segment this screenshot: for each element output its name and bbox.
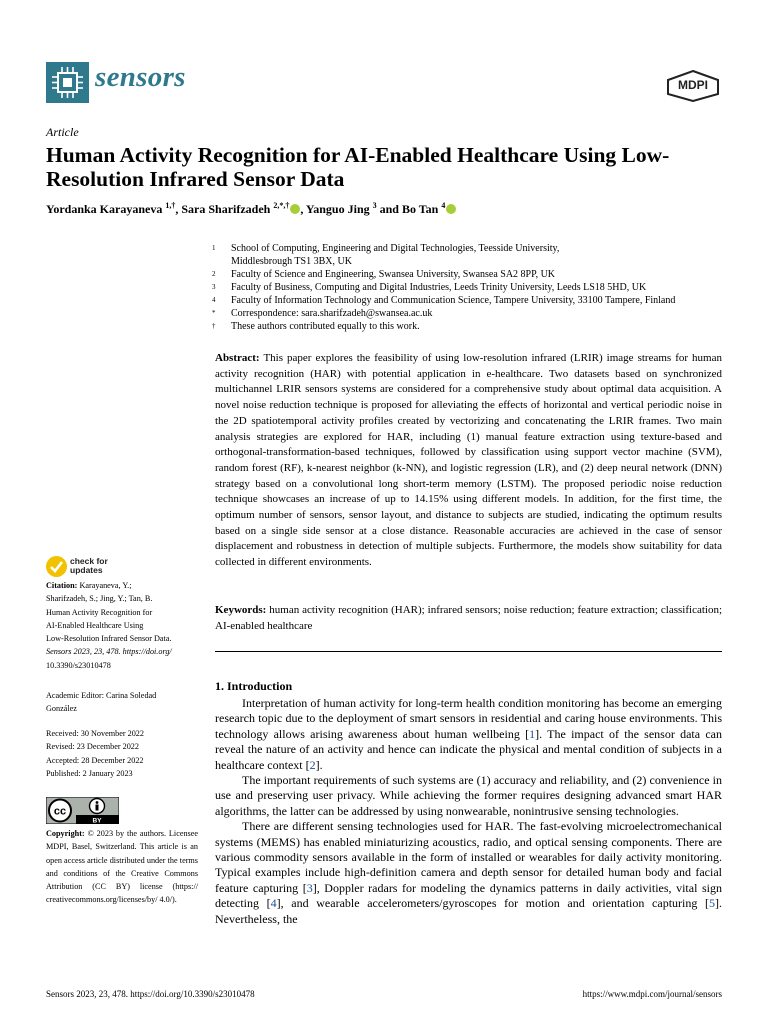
chip-icon <box>46 62 89 103</box>
affiliation-text: School of Computing, Engineering and Digital Technologies, Teesside University, <box>231 243 560 254</box>
author-name[interactable]: Yordanka Karayaneva <box>46 202 166 216</box>
copyright-label: Copyright: <box>46 829 85 838</box>
mdpi-logo <box>665 70 721 102</box>
page-title: Human Activity Recognition for AI-Enabled Healthcare Using Low-Resolution Infrared Sensor Data <box>46 143 670 191</box>
citation-link[interactable]: 4 <box>270 896 277 911</box>
svg-text:cc: cc <box>53 805 67 818</box>
citation-label: Citation: <box>46 581 78 590</box>
citation-line: Sensors 2023, 23, 478. https://doi.org/ <box>46 647 172 657</box>
check-updates-line1: check for <box>70 556 108 566</box>
citation-link[interactable]: 1 <box>529 726 536 741</box>
affiliation-number: 2 <box>212 270 216 278</box>
affiliation-text: These authors contributed equally to this work. <box>231 321 420 332</box>
affiliation-text: Middlesbrough TS1 3BX, UK <box>231 256 352 267</box>
author-separator: , <box>175 202 182 216</box>
check-icon <box>46 556 67 577</box>
journal-logo <box>46 62 89 103</box>
citation-link[interactable]: 3 <box>306 880 313 895</box>
abstract-text: This paper explores the feasibility of using low-resolution infrared (LRIR) image streams for human activity recognition (HAR) with potential application in e-healthcare. Two datasets based on synchronized multichannel LRIR sensors systems are considered for a comprehensive study about optimal data acquisition. A novel noise reduction technique is proposed for alleviating the effects of horizontal and vertical periodic noise in the 2D spatiotemporal activity profiles created by vectorizing and concatenating the LRIR frames. Two main analysis strategies are explored for HAR, including (1) manual feature extraction using texture-based and orthogonal-transformation-based techniques, followed by classification using support vector machine (SVM), random forest (RF), k-nearest neighbor (k-NN), and logistic regression (LR), and (2) deep neural network (DNN) strategy based on a convolutional long short-term memory (LSTM). The proposed periodic noise reduction technique showcases an increase of up to 14.15% using different models. In addition, for the first time, the optimum number of sensors, sensor layout, and distance to subjects are studied, indicating the optimum results based on a single side sensor at a close distance. Reasonable accuracies are achieved in the case of sensor displacement and robustness in detection of multiple subjects. Furthermore, the models show suitability for data collected in different environments. <box>215 352 722 569</box>
affiliation-row <box>212 255 732 268</box>
affiliation-row <box>212 242 732 255</box>
keywords <box>215 603 722 634</box>
editor-line: González <box>46 704 77 714</box>
cc-by-license-icon[interactable] <box>46 797 119 824</box>
orcid-icon[interactable] <box>290 204 300 214</box>
citation-line: Sharifzadeh, S.; Jing, Y.; Tan, B. <box>46 594 153 604</box>
citation-block <box>46 579 198 672</box>
publisher-name: MDPI <box>678 78 708 92</box>
affiliation-number: 3 <box>212 283 216 291</box>
svg-text:BY: BY <box>92 817 102 824</box>
affiliation-number <box>212 255 231 268</box>
body-paragraph: There are different sensing technologies used for HAR. The fast-evolving microelectromechanical systems (MEMS) has enabled miniaturizing acoustics, radio, and optical sensing components. There are various commodity sensors available in the form of installed or wearables for daily activity monitoring. Typical examples include high-definition camera and depth sensor for detailed human body and facial feature capturing [3], Doppler radars for modeling the dynamics patterns in daily activities, vital sign detecting [4], and wearable accelerometers/gyroscopes for motion and orientation capturing [5]. Nevertheless, the <box>215 819 723 926</box>
author-affiliation-mark: 3 <box>372 201 377 210</box>
author-affiliation-mark: 2,*,† <box>273 201 290 210</box>
affiliation-text: Correspondence: sara.sharifzadeh@swansea.ac.uk <box>231 308 433 319</box>
author-name[interactable]: Yanguo Jing <box>305 202 373 216</box>
affiliation-row <box>212 281 732 294</box>
citation-line: 10.3390/s23010478 <box>46 660 111 670</box>
abstract <box>215 351 722 571</box>
affiliation-row <box>212 320 732 333</box>
affiliation-text: Faculty of Science and Engineering, Swansea University, Swansea SA2 8PP, UK <box>231 269 556 280</box>
affiliation-row <box>212 294 732 307</box>
citation-line: Human Activity Recognition for <box>46 607 153 617</box>
check-updates-line2: updates <box>70 565 103 575</box>
citation-line: Karayaneva, Y.; <box>79 581 132 590</box>
keywords-label: Keywords: <box>215 604 267 616</box>
keywords-text: human activity recognition (HAR); infrared sensors; noise reduction; feature extraction; classification; AI-enabled healthcare <box>215 604 722 632</box>
section-heading: 1. Introduction <box>215 679 293 693</box>
copyright-text: © 2023 by the authors. Licensee MDPI, Basel, Switzerland. This article is an open access article distributed under the terms and conditions of the Creative Commons Attribution (CC BY) license (https:// creativecommons.org/licenses/by/ 4.0/). <box>46 829 199 905</box>
section-body <box>215 696 722 927</box>
date-revised: Revised: 23 December 2022 <box>46 742 139 752</box>
citation-link[interactable]: 5 <box>709 896 716 911</box>
body-paragraph: The important requirements of such systems are (1) accuracy and reliability, and (2) convenience in use and preserving user privacy. While achieving the former requires designing advanced smart HAR algorithms, the latter can be addressed by using nonwearable, nonintrusive sensing technologies. <box>215 773 722 818</box>
academic-editor <box>46 689 198 716</box>
footer-citation: Sensors 2023, 23, 478. https://doi.org/10.3390/s23010478 <box>46 989 255 999</box>
divider <box>215 651 722 652</box>
author-name[interactable]: Bo Tan <box>401 202 442 216</box>
orcid-icon[interactable] <box>446 204 456 214</box>
editor-line: Academic Editor: Carina Soledad <box>46 691 157 700</box>
publication-dates <box>46 727 198 780</box>
journal-name: sensors <box>95 61 186 93</box>
author-list <box>46 201 726 217</box>
copyright-notice <box>46 827 198 907</box>
affiliation-number: † <box>212 322 216 330</box>
citation-line: AI-Enabled Healthcare Using <box>46 620 144 630</box>
check-for-updates[interactable] <box>46 556 126 578</box>
citation-link[interactable]: 2 <box>309 757 316 772</box>
affiliation-text: Faculty of Business, Computing and Digital Industries, Leeds Trinity University, Leeds LS18 5HD, UK <box>231 282 647 293</box>
citation-line: Low-Resolution Infrared Sensor Data. <box>46 634 172 644</box>
affiliation-text: Faculty of Information Technology and Communication Science, Tampere University, 33100 Tampere, Finland <box>231 295 676 306</box>
author-affiliation-mark: 4 <box>441 201 446 210</box>
affiliation-row <box>212 268 732 281</box>
body-paragraph: Interpretation of human activity for long-term health condition monitoring has become an emerging research topic due to the deployment of smart sensors in residential and caring house environments. This technology allows arising awareness about human wellbeing [1]. The impact of the sensor data can reveal the nature of an activity and hence can indicate the physical and mental condition of subjects in a healthcare context [2]. <box>215 696 723 772</box>
footer-journal-url[interactable]: https://www.mdpi.com/journal/sensors <box>582 989 722 999</box>
article-type: Article <box>46 125 79 139</box>
abstract-label: Abstract: <box>215 352 260 364</box>
affiliations <box>212 242 732 333</box>
affiliation-number: 4 <box>212 296 216 304</box>
date-accepted: Accepted: 28 December 2022 <box>46 755 144 765</box>
author-name[interactable]: Sara Sharifzadeh <box>181 202 274 216</box>
affiliation-number: * <box>212 309 216 317</box>
author-affiliation-mark: 1,† <box>165 201 176 210</box>
date-published: Published: 2 January 2023 <box>46 768 133 778</box>
author-separator: and <box>376 202 402 216</box>
author-separator: , <box>300 202 306 216</box>
affiliation-row <box>212 307 732 320</box>
date-received: Received: 30 November 2022 <box>46 729 144 738</box>
affiliation-number: 1 <box>212 244 216 252</box>
